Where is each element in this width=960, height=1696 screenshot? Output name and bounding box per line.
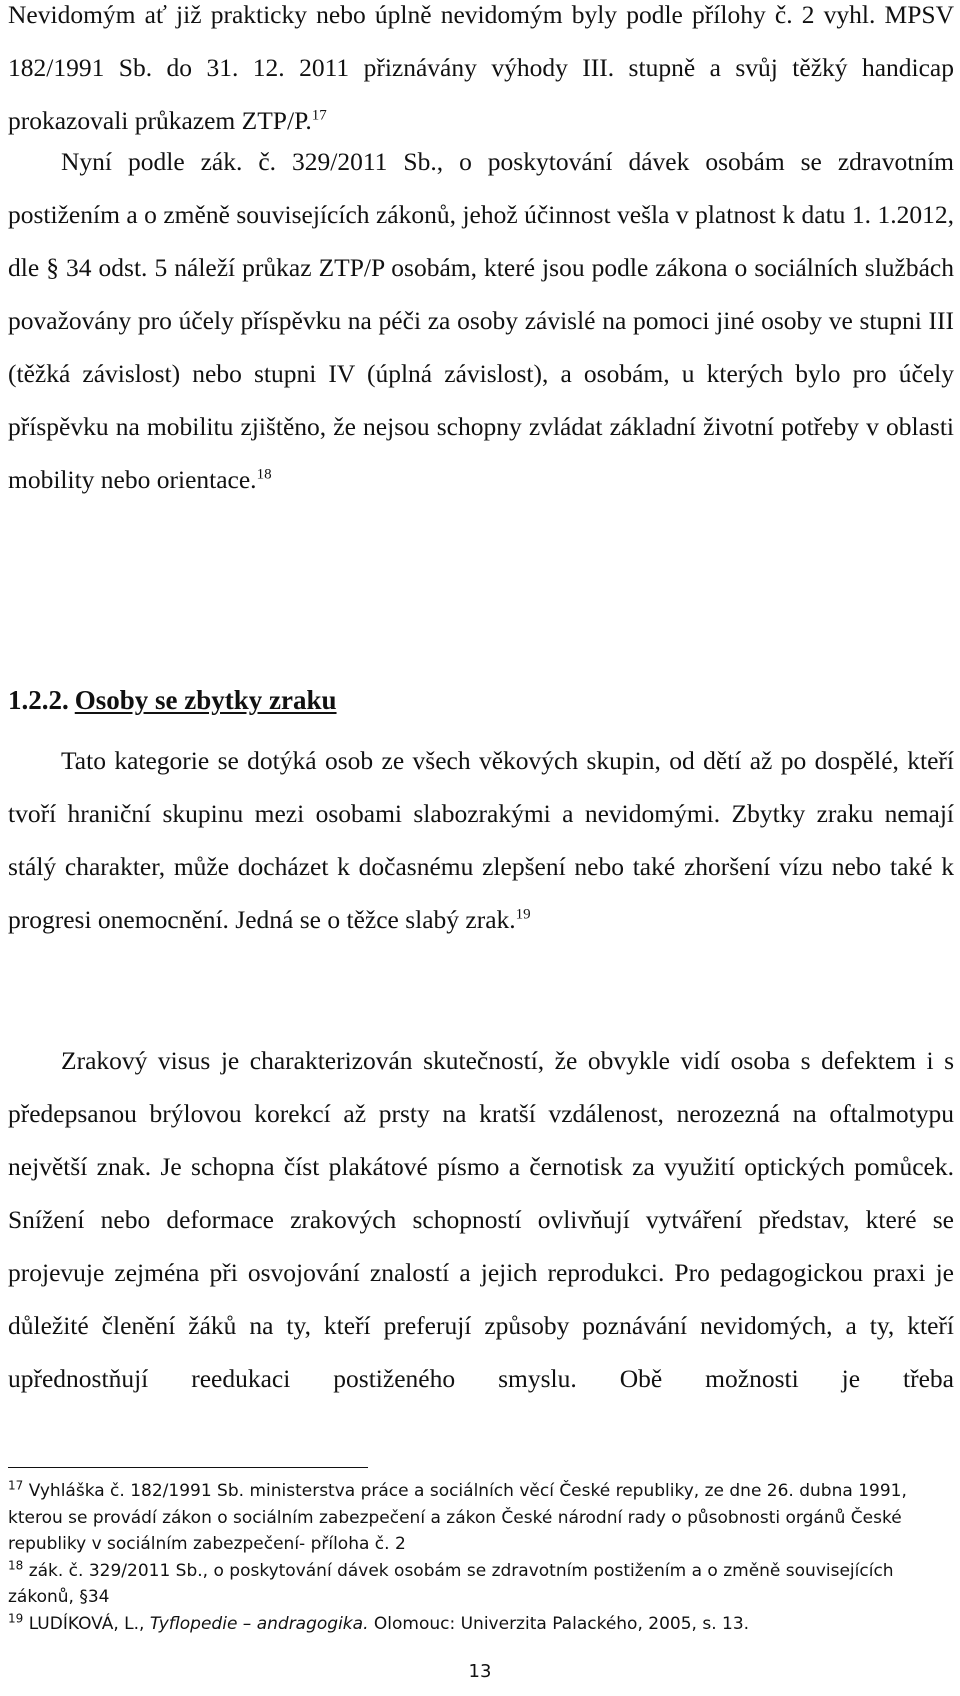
footnote-author: LUDÍKOVÁ, L., xyxy=(28,1613,145,1634)
paragraph-2 xyxy=(8,135,954,506)
footnote-number: 19 xyxy=(8,1610,24,1625)
paragraph-2-text: Nyní podle zák. č. 329/2011 Sb., o poskytování dávek osobám se zdravotním postižením a o změně souvisejících zákonů, jehož účinnost vešla v platnost k datu 1. 1.2012, dle § 34 odst. 5 náleží průkaz ZTP/P osobám, které jsou podle zákona o sociálních službách považovány pro účely příspěvku na péči za osoby závislé na pomoci jiné osoby ve stupni III (těžká závislost) nebo stupni IV (úplná závislost), a osobám, u kterých bylo pro účely příspěvku na mobilitu zjištěno, že nejsou schopny zvládat základní životní potřeby v oblasti mobility nebo orientace. xyxy=(8,147,954,494)
footnote-18 xyxy=(8,1558,954,1611)
section-title: Osoby se zbytky zraku xyxy=(74,685,337,715)
footnote-ref-19: 19 xyxy=(515,906,531,923)
footnotes xyxy=(8,1478,954,1637)
footnote-number: 17 xyxy=(8,1478,24,1493)
section-number: 1.2.2. xyxy=(8,685,69,715)
footnote-ref-18: 18 xyxy=(256,466,272,483)
footnote-17 xyxy=(8,1478,954,1558)
footnote-19 xyxy=(8,1611,954,1638)
paragraph-3 xyxy=(8,734,954,946)
paragraph-4-text: Zrakový visus je charakterizován skutečností, že obvykle vidí osoba s defektem i s předepsanou brýlovou korekcí až prsty na kratší vzdálenost, nerozezná na oftalmotypu největší znak. Je schopna číst plakátové písmo a černotisk za využití optických pomůcek. Snížení nebo deformace zrakových schopností ovlivňují vytváření představ, které se projevuje zejména při osvojování znalostí a jejich reprodukci. Pro pedagogickou praxi je důležité členění žáků na ty, kteří preferují způsoby poznávání nevidomých, a ty, kteří upřednostňují reedukaci postiženého smyslu. Obě možnosti je třeba xyxy=(8,1046,954,1393)
section-heading xyxy=(8,685,337,716)
footnote-publisher: Olomouc: Univerzita Palackého, 2005, s. 13. xyxy=(373,1613,750,1634)
page-number: 13 xyxy=(468,1661,492,1682)
footnote-separator xyxy=(8,1467,368,1468)
footnote-book-title: Tyflopedie – andragogika. xyxy=(149,1613,369,1634)
footnote-ref-17: 17 xyxy=(311,107,327,124)
footnote-text: Vyhláška č. 182/1991 Sb. ministerstva práce a sociálních věcí České republiky, ze dne 26. dubna 1991, kterou se provádí zákon o sociálním zabezpečení a zákon České národní rady o působnosti orgánů České republiky v sociálním zabezpečení- příloha č. 2 xyxy=(8,1481,907,1554)
paragraph-3-text: Tato kategorie se dotýká osob ze všech věkových skupin, od dětí až po dospělé, kteří tvoří hraniční skupinu mezi osobami slabozrakými a nevidomými. Zbytky zraku nemají stálý charakter, může docházet k dočasnému zlepšení nebo také zhoršení vízu nebo také k progresi onemocnění. Jedná se o těžce slabý zrak. xyxy=(8,746,954,934)
footnote-number: 18 xyxy=(8,1557,24,1572)
footnote-text: zák. č. 329/2011 Sb., o poskytování dávek osobám se zdravotním postižením a o změně souvisejících zákonů, §34 xyxy=(8,1560,894,1607)
paragraph-4 xyxy=(8,1034,954,1405)
paragraph-1-text: Nevidomým ať již prakticky nebo úplně nevidomým byly podle přílohy č. 2 vyhl. MPSV 182/1991 Sb. do 31. 12. 2011 přiznávány výhody III. stupně a svůj těžký handicap prokazovali průkazem ZTP/P. xyxy=(8,0,954,135)
paragraph-1 xyxy=(8,0,954,147)
